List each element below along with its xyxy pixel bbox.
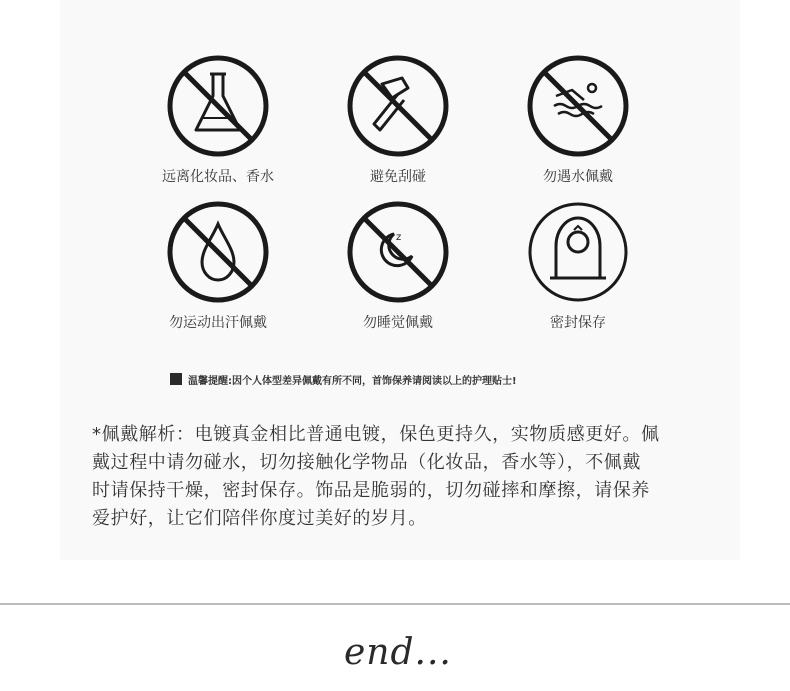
care-item-sweat xyxy=(128,200,308,332)
care-label-cosmetics: 远离化妆品、香水 xyxy=(162,169,274,185)
svg-text:z: z xyxy=(396,232,402,243)
tip-square-icon xyxy=(170,373,182,385)
section-divider xyxy=(0,603,790,605)
no-cosmetics-icon xyxy=(166,54,270,158)
care-tip-text: 温馨提醒:因个人体型差异佩戴有所不同，首饰保养请阅读以上的护理贴士! xyxy=(188,375,517,387)
description-line: 时请保持干燥，密封保存。饰品是脆弱的，切勿碰摔和摩擦，请保养 xyxy=(92,480,650,501)
no-sweat-icon xyxy=(166,200,270,304)
wearing-description xyxy=(92,421,742,533)
care-item-storage xyxy=(488,200,668,332)
care-item-scratch xyxy=(308,54,488,186)
care-label-storage: 密封保存 xyxy=(550,315,606,331)
care-label-sweat: 勿运动出汗佩戴 xyxy=(169,315,267,331)
no-scratch-icon xyxy=(346,54,450,158)
no-sleep-icon xyxy=(346,200,450,304)
care-label-scratch: 避免刮碰 xyxy=(370,169,426,185)
care-item-water xyxy=(488,54,668,186)
care-tip xyxy=(170,371,517,387)
care-item-sleep xyxy=(308,200,488,332)
sealed-storage-icon xyxy=(526,200,630,304)
description-line: 爱护好，让它们陪伴你度过美好的岁月。 xyxy=(92,508,427,529)
care-label-sleep: 勿睡觉佩戴 xyxy=(363,315,433,331)
description-line: *佩戴解析：电镀真金相比普通电镀，保色更持久，实物质感更好。佩 xyxy=(92,424,660,445)
care-label-water: 勿遇水佩戴 xyxy=(543,169,613,185)
end-text: end... xyxy=(344,632,452,673)
no-water-icon xyxy=(526,54,630,158)
description-line: 戴过程中请勿碰水，切勿接触化学物品（化妆品，香水等），不佩戴 xyxy=(92,452,641,473)
care-item-cosmetics xyxy=(128,54,308,186)
